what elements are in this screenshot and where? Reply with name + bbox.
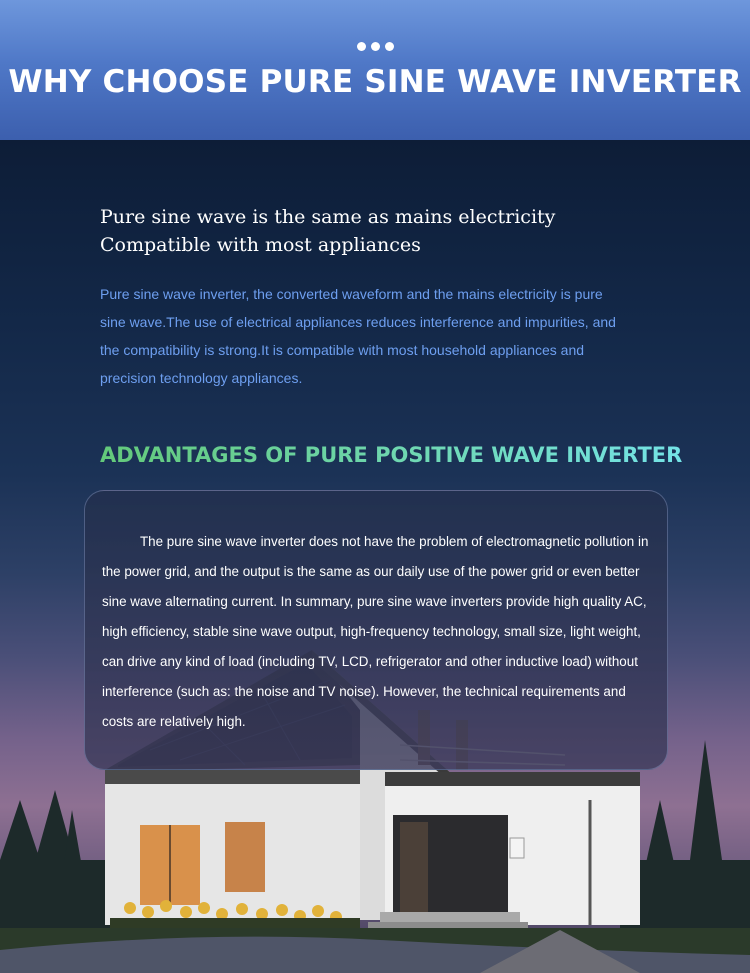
advantages-paragraph: The pure sine wave inverter does not have the problem of electromagnetic pollution in the power grid, and the output is the same as our daily use of the power grid or even better sine wave alternating current. In summary, pure sine wave inverters provide high quality AC, high efficiency, stable sine wave output, high-frequency technology, small size, light weight, can drive any kind of load (including TV, LCD, refrigerator and other inductive load) without interference (such as: the noise and TV noise). However, the technical requirements and costs are relatively high. <box>102 534 649 729</box>
dot-icon <box>371 42 380 51</box>
advantages-heading: ADVANTAGES OF PURE POSITIVE WAVE INVERTER <box>100 443 683 467</box>
decorative-dots <box>357 42 394 51</box>
intro-paragraph: Pure sine wave inverter, the converted waveform and the mains electricity is pure sine wave.The use of electrical appliances reduces interference and impurities, and the compatibility is strong.It is compatible with most household appliances and precision technology appliances. <box>100 286 616 386</box>
header-band <box>0 0 750 140</box>
intro-heading-line-2: Compatible with most appliances <box>100 234 421 256</box>
dot-icon <box>357 42 366 51</box>
intro-heading-line-1: Pure sine wave is the same as mains electricity <box>100 206 556 228</box>
page-title: WHY CHOOSE PURE SINE WAVE INVERTER <box>8 64 742 100</box>
dot-icon <box>385 42 394 51</box>
advantages-panel <box>84 490 668 770</box>
intro-heading <box>100 203 620 259</box>
